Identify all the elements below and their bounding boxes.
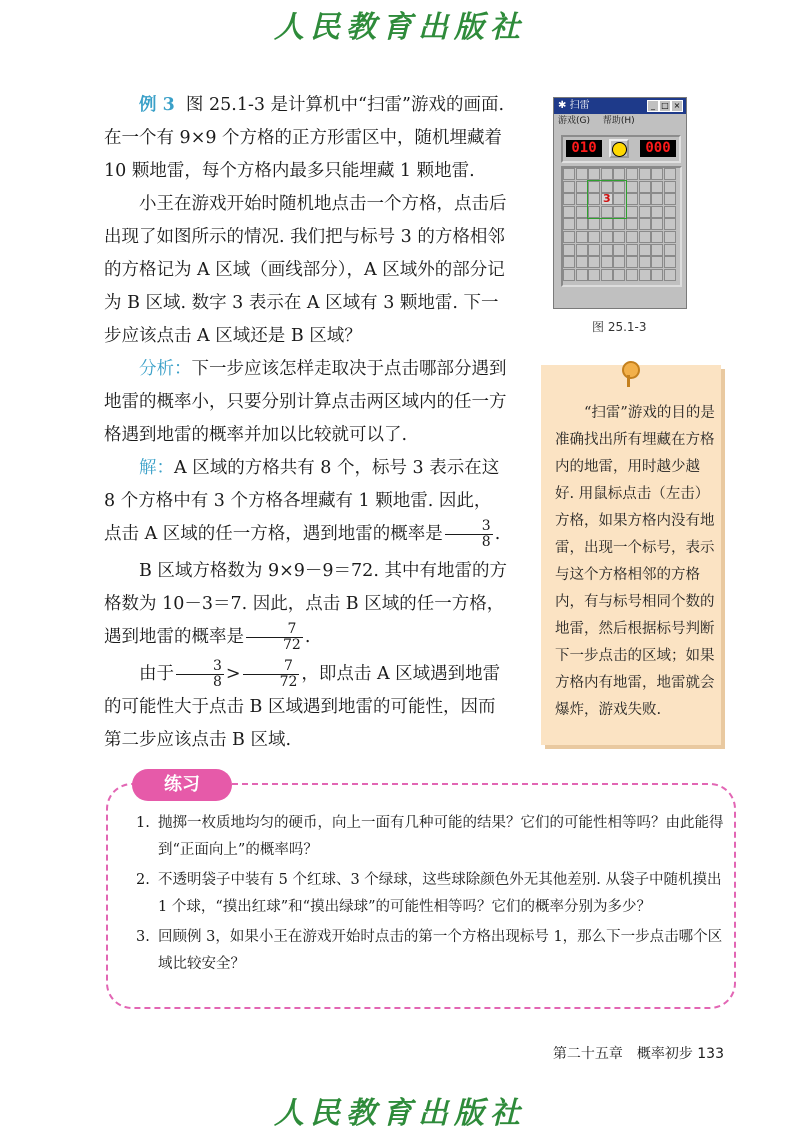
mine-cell [613,218,625,230]
mine-cell [576,168,588,180]
fraction-b: $\frac{7}{72}$ [246,622,303,652]
analysis-label: 分析： [139,359,192,379]
solution-text-1: A 区域的方格共有 8 个，标号 3 表示在这 8 个方格中有 3 个方格各埋藏有 1 颗地雷. 因此，点击 A 区域的任一方格，遇到地雷的概率是 [104,458,500,544]
mine-cell [664,206,676,218]
mine-cell [651,218,663,230]
mine-cell [651,181,663,193]
mine-cell [601,168,613,180]
mine-cell [588,269,600,281]
side-note [541,365,721,745]
mine-cell [563,244,575,256]
main-text [104,89,508,757]
mine-cell [639,256,651,268]
practice-item-number: 3. [136,929,150,945]
mine-cell [626,231,638,243]
mine-cell [651,168,663,180]
mine-counter: 010 [566,140,602,157]
analysis-paragraph [104,353,508,452]
practice-list [136,810,726,981]
mine-cell [576,193,588,205]
mine-cell [639,168,651,180]
practice-item [136,867,726,921]
minimize-icon: _ [647,100,659,112]
mine-cell [601,244,613,256]
mine-cell [613,244,625,256]
mine-cell [626,181,638,193]
mine-cell [626,269,638,281]
practice-item [136,810,726,864]
mine-cell [639,193,651,205]
mine-cell [601,231,613,243]
mine-cell [651,193,663,205]
page-footer: 第二十五章 概率初步 133 [552,1046,724,1062]
example-paragraph-2: 小王在游戏开始时随机地点击一个方格，点击后出现了如图所示的情况. 我们把与标号 3 的方格相邻的方格记为 A 区域（画线部分），A 区域外的部分记为 B 区域. 数字 3 表示在 A 区域有 3 颗地雷. 下一步应该点击 A 区域还是 B 区域？ [104,194,507,346]
minesweeper-title: 扫雷 [569,100,590,111]
mine-cell [664,256,676,268]
mine-cell [613,256,625,268]
example-text-1: 图 25.1-3 是计算机中“扫雷”游戏的画面. 在一个有 9×9 个方格的正方形雷区中，随机埋藏着 10 颗地雷，每个方格内最多只能埋藏 1 颗地雷. [104,95,505,181]
mine-cell [576,181,588,193]
mine-cell [601,218,613,230]
mine-cell [563,231,575,243]
mine-cell [576,256,588,268]
mine-cell [639,231,651,243]
mine-cell [639,269,651,281]
mine-cell [664,193,676,205]
mine-cell [563,193,575,205]
mine-cell [613,269,625,281]
publisher-watermark-bottom: 人民教育出版社 [274,1096,526,1131]
mine-cell [601,256,613,268]
mine-cell [639,181,651,193]
mine-cell [651,244,663,256]
greater-than: > [225,664,241,684]
maximize-icon: □ [659,100,671,112]
mine-cell [563,269,575,281]
publisher-watermark-top: 人民教育出版社 [274,10,526,45]
mine-cell [626,168,638,180]
mine-cell [664,244,676,256]
solution-label: 解： [139,458,174,478]
mine-cell [576,244,588,256]
solution-text-3: ，即点击 A 区域遇到地雷的可能性大于点击 B 区域遇到地雷的可能性，因而第二步应该点击 B 区域. [104,664,501,750]
revealed-number-cell: 3 [601,193,613,205]
region-a-highlight [587,180,627,220]
side-note-text: “扫雷”游戏的目的是准确找出所有埋藏在方格内的地雷，用时越少越好. 用鼠标点击（左击）方格，如果方格内没有地雷，出现一个标号，表示与这个方格相邻的方格内，有与标号相同个数的地雷，然后根据标号判断下一步点击的区域；如果方格内有地雷，地雷就会爆炸，游戏失败. [555,405,715,718]
pushpin-icon [622,361,640,379]
mine-cell [651,206,663,218]
mine-cell [588,244,600,256]
mine-cell [576,269,588,281]
fraction-b-compare: $\frac{7}{72}$ [243,659,300,689]
menu-game: 游戏(G) [558,116,590,126]
mine-cell [588,256,600,268]
mine-cell [651,231,663,243]
minesweeper-titlebar [554,98,686,114]
practice-item-text: 回顾例 3，如果小王在游戏开始时点击的第一个方格出现标号 1，那么下一步点击哪个区域比较安全？ [158,929,723,972]
solution-text-2: B 区域方格数为 9×9－9＝72. 其中有地雷的方格数为 10－3＝7. 因此，点击 B 区域的任一方格，遇到地雷的概率是 [104,561,507,647]
mine-cell [588,218,600,230]
mine-cell [613,168,625,180]
mine-cell [651,256,663,268]
solution-paragraph-1: 解：A 区域的方格共有 8 个，标号 3 表示在这 8 个方格中有 3 个方格各埋藏有 1 颗地雷. 因此，点击 A 区域的任一方格，遇到地雷的概率是 $\frac{3}{8}$ . [104,458,501,550]
practice-item-text: 抛掷一枚质地均匀的硬币，向上一面有几种可能的结果？它们的可能性相等吗？由此能得到“正面向上”的概率吗？ [158,815,724,858]
mine-cell [626,218,638,230]
mine-cell [626,244,638,256]
minesweeper-window [553,97,687,309]
mine-cell [664,231,676,243]
solution-paragraph-2: B 区域方格数为 9×9－9＝72. 其中有地雷的方格数为 10－3＝7. 因此，点击 B 区域的任一方格，遇到地雷的概率是 $\frac{7}{72}$ . [104,561,507,653]
solution-paragraph-3: 由于 $\frac{3}{8}$ > $\frac{7}{72}$ ，即点击 A 区域遇到地雷的可能性大于点击 B 区域遇到地雷的可能性，因而第二步应该点击 B 区域. [104,658,501,750]
figure-caption: 图 25.1-3 [592,320,647,334]
mine-cell [626,193,638,205]
close-icon: × [671,100,683,112]
mine-cell [563,206,575,218]
mine-cell [626,206,638,218]
mine-cell [626,256,638,268]
practice-box [106,783,736,1009]
minefield-grid [561,166,682,287]
mine-cell [588,168,600,180]
minesweeper-status-panel [561,135,681,163]
fraction-a-compare: $\frac{3}{8}$ [176,659,224,689]
mine-cell [664,218,676,230]
mine-cell [563,181,575,193]
practice-item-number: 1. [136,815,150,831]
practice-item-number: 2. [136,872,150,888]
fraction-a: $\frac{3}{8}$ [445,519,493,549]
mine-cell [576,206,588,218]
menu-help: 帮助(H) [602,116,635,126]
practice-item [136,924,726,978]
mine-cell [563,256,575,268]
mine-cell [639,206,651,218]
example-label: 例 3 [139,95,175,115]
mine-cell [664,181,676,193]
practice-label: 练习 [132,769,232,801]
mine-cell [639,244,651,256]
practice-item-text: 不透明袋子中装有 5 个红球、3 个绿球，这些球除颜色外无其他差别. 从袋子中随机摸出 1 个球，“摸出红球”和“摸出绿球”的可能性相等吗？它们的概率分别为多少？ [158,872,722,915]
mine-cell [639,218,651,230]
pushpin-stem [627,375,630,387]
mine-cell [588,231,600,243]
example-paragraph-1 [104,89,508,188]
mine-cell [563,218,575,230]
mine-cell [576,231,588,243]
mine-cell [576,218,588,230]
mine-cell [664,168,676,180]
mine-cell [664,269,676,281]
smiley-face-icon [609,139,629,158]
mine-cell [563,168,575,180]
analysis-text: 下一步应该怎样走取决于点击哪部分遇到地雷的概率小，只要分别计算点击两区域内的任一方格遇到地雷的概率并加以比较就可以了. [104,359,507,445]
timer-display: 000 [640,140,676,157]
mine-cell [651,269,663,281]
mine-cell [613,231,625,243]
minesweeper-menubar [554,114,686,128]
mine-icon: ✱ [558,100,567,111]
mine-cell [601,269,613,281]
